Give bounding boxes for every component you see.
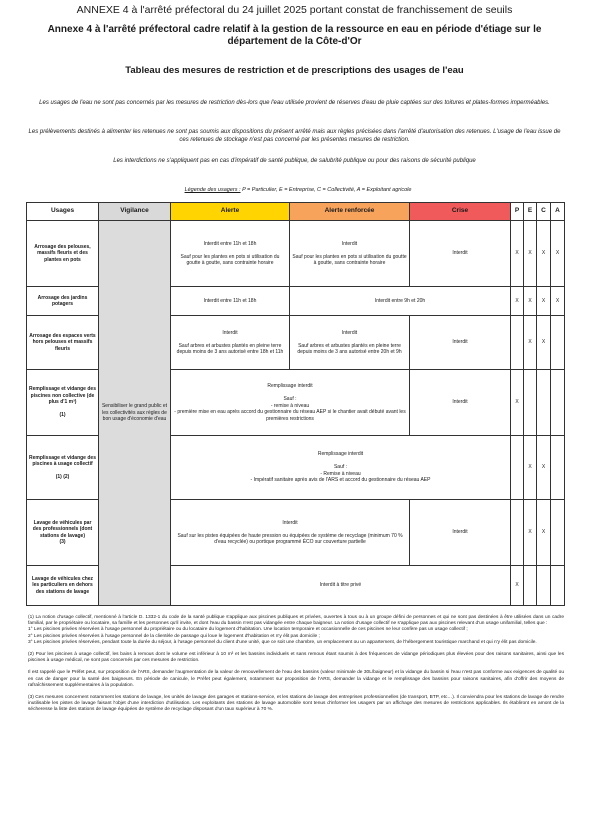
usage-label: Remplissage et vidange des piscines non collective (de plus d'1 m³) (1) bbox=[27, 370, 99, 436]
restrictions-table bbox=[26, 202, 565, 606]
mark-c: X bbox=[537, 436, 551, 500]
header-alerte: Alerte bbox=[171, 203, 290, 221]
mark-c: X bbox=[537, 316, 551, 370]
document-title: Annexe 4 à l'arrêté préfectoral cadre relatif à la gestion de la ressource en eau en période d'étiage sur le département de la Côte-d'Or bbox=[47, 24, 542, 47]
mark-e bbox=[524, 566, 537, 606]
header-usages: Usages bbox=[27, 203, 99, 221]
footnote-1: (1) La notion d'usage collectif, mentionné à l'article D. 1332-1 du code de la santé publique s'applique aux piscines publiques et privées, ouvertes à tous ou à un groupe défini de personnes et qui ne sont pas destinées à être utilisées dans un cadre familial, par le propriétaire ou locataire, sa famille et les personnes qu'il invite, et dont l'eau du bassin n'est pas vidangée entre chaque baigneur. La notion d'usage collectif ne s'applique pas aux piscines relevant d'un usage unifamilial, telles que : bbox=[28, 615, 564, 627]
mark-e: X bbox=[524, 436, 537, 500]
mark-e: X bbox=[524, 316, 537, 370]
mark-p bbox=[511, 500, 524, 566]
usage-label: Remplissage et vidange des piscines à usage collectif (1) (2) bbox=[27, 436, 99, 500]
footnotes bbox=[28, 615, 564, 714]
header-vigilance: Vigilance bbox=[99, 203, 171, 221]
alerte-renforcee-cell: Interdit Sauf sur les pistes équipées de haute pression ou équipées de système de recyclage (minimum 70 % d'eau recyclée) ou portique programmé ÉCO sur couverture partielle bbox=[171, 500, 410, 566]
mark-c: X bbox=[537, 500, 551, 566]
annex-header: ANNEXE 4 à l'arrêté préfectoral du 24 juillet 2025 portant constat de franchissement de seuils bbox=[76, 4, 513, 16]
alerte-cell: Interdit Sauf arbres et arbustes plantés en pleine terre depuis moins de 3 ans autorisé entre 18h et 11h bbox=[171, 316, 290, 370]
renforcee-cell: Interdit Sauf pour les plantes en pots si utilisation du goutte à goutte, sans contrainte horaire bbox=[290, 221, 410, 287]
legend-label: Légende des usagers : bbox=[184, 187, 241, 193]
alerte-renforcee-cell: Remplissage interdit Sauf : - remise à niveau - première mise en eau après accord du gestionnaire du réseau AEP si le chantier avait débuté avant les premières restrictions bbox=[171, 370, 410, 436]
mark-e: X bbox=[524, 287, 537, 316]
mark-a bbox=[551, 370, 565, 436]
mark-e: X bbox=[524, 221, 537, 287]
mark-a bbox=[551, 436, 565, 500]
mark-a bbox=[551, 566, 565, 606]
intro-paragraph-3: Les interdictions ne s'appliquent pas en cas d'impératif de santé publique, de salubrité publique ou pour des raisons de sécurité publique bbox=[113, 158, 476, 164]
mark-p: X bbox=[511, 221, 524, 287]
intro-paragraph-1: Les usages de l'eau ne sont pas concernés par les mesures de restriction dès-lors que l'eau utilisée provient de réserves d'eau de pluie captées sur des toitures et plates-formes imperméables. bbox=[39, 100, 550, 106]
table-row bbox=[27, 221, 565, 287]
mark-c bbox=[537, 566, 551, 606]
header-c: C bbox=[537, 203, 551, 221]
usage-label: Arrosage des jardins potagers bbox=[27, 287, 99, 316]
mark-e: X bbox=[524, 500, 537, 566]
mark-e bbox=[524, 370, 537, 436]
mark-p bbox=[511, 436, 524, 500]
mark-a: X bbox=[551, 221, 565, 287]
crise-cell: Interdit bbox=[410, 370, 511, 436]
footnote-1-item-2: 2° Les piscines privées réservées à l'usage personnel de la clientèle de passage qui loue le logement d'habitation et n'y élit pas domicile ; bbox=[28, 633, 320, 639]
intro-paragraph-2: Les prélèvements destinés à alimenter les retenues ne sont pas soumis aux dispositions du présent arrêté mais aux règles précisées dans l'arrêté d'autorisation des retenues. L'usage de l'eau issue de ces retenues de stockage n'est pas concerné par les présentes mesures de restriction. bbox=[28, 129, 561, 143]
mark-a: X bbox=[551, 287, 565, 316]
all-levels-cell: Remplissage interdit Sauf : - Remise à niveau - Impératif sanitaire après avis de l'ARS et accord du gestionnaire du réseau AEP bbox=[171, 436, 511, 500]
mark-c: X bbox=[537, 287, 551, 316]
crise-cell: Interdit bbox=[410, 221, 511, 287]
header-p: P bbox=[511, 203, 524, 221]
mark-p: X bbox=[511, 566, 524, 606]
header-crise: Crise bbox=[410, 203, 511, 221]
legend bbox=[88, 187, 508, 193]
vigilance-cell: Sensibiliser le grand public et les collectivités aux règles de bon usage d'économie d'eau bbox=[99, 221, 171, 606]
table-subtitle: Tableau des mesures de restriction et de prescriptions des usages de l'eau bbox=[125, 65, 464, 76]
alerte-cell: Interdit entre 11h et 18h bbox=[171, 287, 290, 316]
usage-label: Lavage de véhicules par des professionnels (dont stations de lavage) (3) bbox=[27, 500, 99, 566]
footnote-1-item-3: 3° Les piscines privées réservées, pendant toute la durée du séjour, à l'usage personnel du client d'une unité, que ce soit une chambre, un emplacement ou un appartement, de l'hébergement touristique marchand et qui n'y élit pas domicile. bbox=[28, 639, 537, 645]
header-e: E bbox=[524, 203, 537, 221]
alerte-cell: Interdit entre 11h et 18h Sauf pour les plantes en pots si utilisation du goutte à goutte, sans contrainte horaire bbox=[171, 221, 290, 287]
all-levels-cell: Interdit à titre privé bbox=[171, 566, 511, 606]
footnote-2: (2) Pour les piscines à usage collectif, les bains à remous dont le volume est inférieur à 10 m³ et les bassins individuels et sans remous étant soumis à des fréquences de vidange périodiques plus élevées pour des raisons sanitaires, ainsi que les piscines à usage médical, ne sont pas concernés par ces mesures de restriction. bbox=[28, 652, 564, 664]
mark-p bbox=[511, 316, 524, 370]
mark-c bbox=[537, 370, 551, 436]
crise-cell: Interdit bbox=[410, 316, 511, 370]
header-alerte-renforcee: Alerte renforcée bbox=[290, 203, 410, 221]
mark-a bbox=[551, 500, 565, 566]
crise-cell: Interdit bbox=[410, 500, 511, 566]
footnote-3: (3) Ces mesures concernent notamment les stations de lavage, les unités de lavage des garages et stations-service, et les stations de lavage des entreprises professionnelles (de transport, BTP, etc…). Il conviendra pour les stations de lavage de rendre inutilisable les pistes de lavage faisant l'objet d'une interdiction d'utilisation. Les exploitants des stations de lavage automobile sont tenus d'informer les usagers par un affichage des mesures de restrictions applicables. Ils établiront en amont de la sécheresse la liste des stations de lavage équipées de système de recyclage disposant d'un taux supérieur à 70 %. bbox=[28, 695, 564, 713]
legend-text: P = Particulier, E = Entreprise, C = Collectivité, A = Exploitant agricole bbox=[242, 187, 412, 193]
mark-p: X bbox=[511, 287, 524, 316]
renforcee-crise-cell: Interdit entre 9h et 20h bbox=[290, 287, 511, 316]
header-a: A bbox=[551, 203, 565, 221]
mark-c: X bbox=[537, 221, 551, 287]
usage-label: Arrosage des pelouses, massifs fleuris et des plantes en pots bbox=[27, 221, 99, 287]
footnote-1-item-1: 1° Les piscines privées réservées à l'usage personnel du propriétaire ou du locataire du logement d'habitation. Une location temporaire et occasionnelle de ces piscines ne leur confère pas un usage collectif ; bbox=[28, 627, 468, 633]
usage-label: Lavage de véhicules chez les particuliers en dehors des stations de lavage bbox=[27, 566, 99, 606]
footnote-2-reminder: Il est rappelé que le Préfet peut, sur proposition de l'ARS, demander l'augmentation de la valeur de renouvellement de l'eau des bassins (valeur minimale de 30L/baigneur) et la vidange du bassin si l'eau n'est pas conforme aux exigences de qualité ou en cas de danger pour la santé des baigneurs. En période de canicule, le Préfet peut également, notamment sur proposition de l'ARS, demander la vidange et le remplissage des bassins pour raisons sanitaires, afin d'offrir des moyens de rafraîchissement supplémentaires à la population. bbox=[28, 670, 564, 688]
mark-a bbox=[551, 316, 565, 370]
usage-label: Arrosage des espaces verts hors pelouses et massifs fleuris bbox=[27, 316, 99, 370]
renforcee-cell: Interdit Sauf arbres et arbustes plantés en pleine terre depuis moins de 3 ans autorisé entre 20h et 9h bbox=[290, 316, 410, 370]
mark-p: X bbox=[511, 370, 524, 436]
